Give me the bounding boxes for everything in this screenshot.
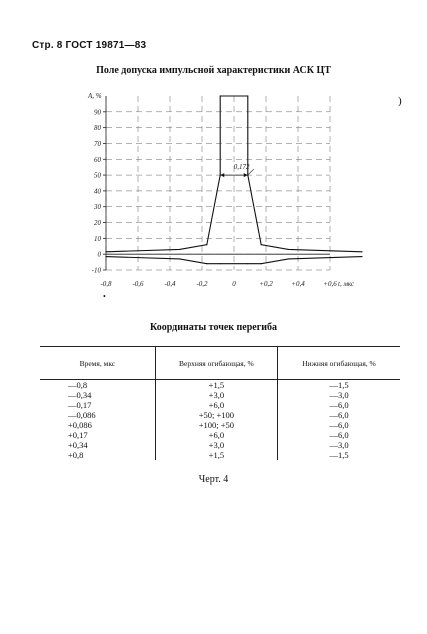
time-cell: +0,17 [68, 430, 88, 440]
col-header-lower: Нижняя огибающая, % [278, 347, 400, 380]
y-tick-label: 10 [94, 234, 101, 243]
y-tick-label: 80 [94, 124, 101, 133]
table-body [40, 380, 400, 461]
col-header-time: Время, мкс [40, 347, 155, 380]
time-cell: +0,8 [68, 450, 84, 460]
bullet-mark: • [103, 292, 106, 301]
time-cell: —0,34 [68, 390, 92, 400]
figure-caption: Черт. 4 [198, 474, 229, 485]
y-tick-label: 20 [94, 219, 101, 228]
y-tick-label: -10 [91, 266, 101, 275]
lower-cell: —1,5 [278, 380, 400, 391]
table-title: Координаты точек перегиба [149, 322, 278, 333]
y-tick-label: 70 [94, 139, 101, 148]
x-tick-label: +0,2 [259, 280, 273, 288]
upper-cell: +100; +50 [155, 420, 277, 430]
inflection-point [261, 244, 262, 245]
table-row [40, 420, 400, 430]
inflection-point [247, 95, 248, 96]
upper-cell: +1,5 [155, 450, 277, 460]
x-axis-label: t, мкс [338, 280, 355, 288]
inflection-point [206, 244, 207, 245]
inflection-point [247, 263, 248, 264]
x-tick-label: -0,4 [164, 280, 176, 288]
inflection-point [288, 258, 289, 259]
inflection-point [220, 95, 221, 96]
lower-cell: —6,0 [278, 410, 400, 420]
lower-cell: —3,0 [278, 390, 400, 400]
inflection-point [105, 256, 106, 257]
table-row [40, 400, 400, 410]
inflection-point [220, 263, 221, 264]
table-row [40, 390, 400, 400]
lower-cell: —6,0 [278, 420, 400, 430]
inflection-point [261, 263, 262, 264]
time-cell: —0,086 [68, 410, 96, 420]
impulse-chart [0, 0, 427, 300]
lower-cell: —3,0 [278, 440, 400, 450]
table-row [40, 410, 400, 420]
chart-title: Поле допуска импульсной характеристики АСК ЦТ [96, 65, 331, 76]
coordinates-table [40, 346, 400, 460]
lower-cell: —6,0 [278, 430, 400, 440]
time-cell: +0,34 [68, 440, 88, 450]
arrow-head-left [220, 173, 224, 177]
lower-cell: —1,5 [278, 450, 400, 460]
upper-cell: +1,5 [155, 380, 277, 391]
y-axis-label: A, % [88, 92, 102, 100]
table-row [40, 440, 400, 450]
arrow-head-right [244, 173, 248, 177]
table-row [40, 450, 400, 460]
page-header: Стр. 8 ГОСТ 19871—83 [32, 40, 147, 51]
y-tick-label: 40 [94, 187, 101, 196]
inflection-point [179, 249, 180, 250]
upper-cell: +6,0 [155, 400, 277, 410]
time-cell: —0,8 [68, 380, 88, 390]
upper-cell: +6,0 [155, 430, 277, 440]
inflection-point [361, 251, 362, 252]
inflection-point [288, 249, 289, 250]
x-tick-label: +0,4 [291, 280, 305, 288]
y-tick-label: 90 [94, 108, 101, 117]
margin-mark: ) [398, 95, 402, 107]
upper-cell: +3,0 [155, 440, 277, 450]
x-tick-label: 0 [232, 280, 236, 288]
y-tick-label: 60 [94, 155, 101, 164]
inflection-point [361, 256, 362, 257]
table-row [40, 430, 400, 440]
upper-cell: +3,0 [155, 390, 277, 400]
chart-axes [103, 96, 330, 270]
y-tick-label: 50 [94, 171, 101, 180]
time-cell: —0,17 [68, 400, 92, 410]
y-tick-label: 30 [94, 203, 101, 212]
width-annotation: 0,172 [233, 163, 250, 172]
col-header-upper: Верхняя огибающая, % [155, 347, 277, 380]
inflection-point [206, 263, 207, 264]
inflection-point [105, 251, 106, 252]
x-tick-label: -0,6 [132, 280, 144, 288]
upper-cell: +50; +100 [155, 410, 277, 420]
table-row [40, 380, 400, 391]
x-tick-label: +0,6 [323, 280, 337, 288]
chart-grid [106, 96, 330, 270]
inflection-point [179, 258, 180, 259]
lower-cell: —6,0 [278, 400, 400, 410]
time-cell: +0,086 [68, 420, 92, 430]
x-tick-label: -0,8 [100, 280, 112, 288]
x-tick-label: -0,2 [196, 280, 208, 288]
y-tick-label: 0 [97, 250, 101, 259]
